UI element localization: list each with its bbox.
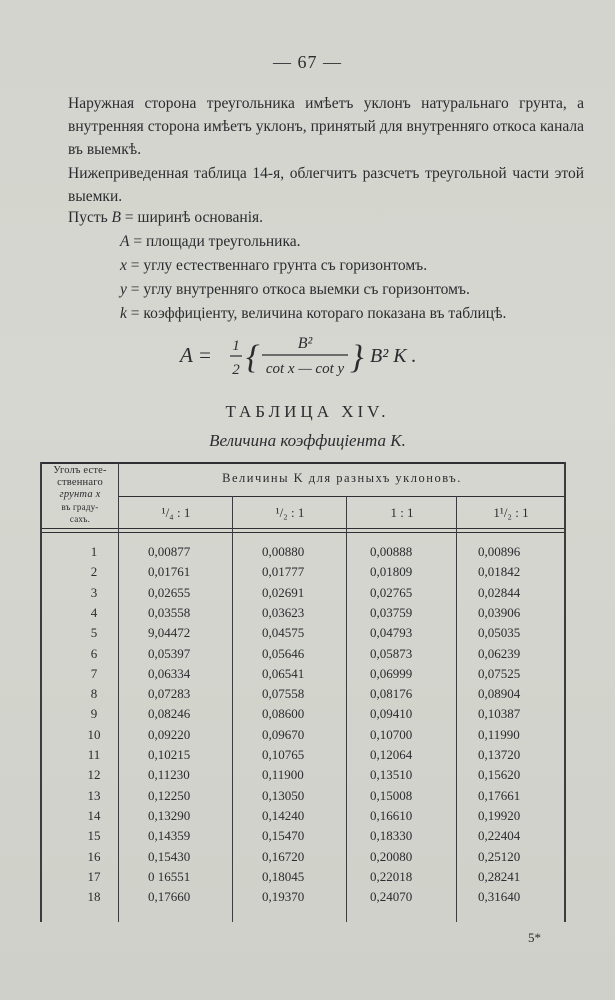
k-value-cell: 0,01809 [370,564,413,580]
k-value-cell: 0,25120 [478,848,521,864]
formula-lhs: A = [179,343,212,367]
definition-variable: x [120,257,127,274]
angle-cell: 11 [87,747,101,762]
angle-cell: 18 [87,889,101,905]
k-value-cell: 0,05873 [370,645,413,661]
slope-header-one-half: 1¹/₂ : 1 [493,505,529,520]
formula-numerator: B² [297,335,312,352]
k-value-cell: 0,06999 [370,665,413,681]
k-value-cell: 0,02691 [262,584,305,600]
angle-cell: 4 [90,604,98,620]
paragraph-1: Наружная сторона треугольника имѣетъ уклонъ натуральнаго грунта, а внутренняя сторона имѣетъ уклонъ, принятый для внутренняго откоса канала въ выемкѣ. [68,95,584,158]
k-value-cell: 0,10387 [478,706,521,722]
definition-row [68,230,588,254]
definition-text: = площади треугольника. [129,233,301,250]
header-line: сахъ. [69,514,91,524]
formula-half-numerator: 1 [231,338,240,354]
col-rule-4 [456,496,457,922]
k-value-cell: 0,18045 [262,868,305,884]
k-value-cell: 0,14359 [148,828,191,844]
header-line: въ граду- [61,502,99,512]
k-value-cell: 0,09410 [370,706,413,722]
k-value-cell: 0,09220 [148,726,191,742]
header-line: Уголъ есте- [53,465,107,476]
angle-cell: 12 [87,767,101,783]
k-value-cell: 0,03906 [478,604,521,620]
angle-cell: 6 [90,645,98,661]
k-value-cell: 0,08176 [370,686,413,702]
k-value-cell: 0,07283 [148,686,191,702]
k-value-cell: 0,01761 [148,564,191,580]
table-right-rule [564,462,566,922]
k-value-cell: 0,08904 [478,686,521,702]
k-value-cell: 0,13510 [370,767,413,783]
k-value-cell: 0,11990 [478,726,520,742]
angle-cell: 2 [90,564,98,580]
k-value-cell: 0,11900 [262,767,304,783]
k-value-cell: 0,11230 [148,767,190,783]
k-value-cell: 0,13720 [478,747,521,762]
angle-column-header [42,465,118,525]
header-line: ственнаго [57,477,103,488]
k-value-cell: 0,19370 [262,889,305,905]
coefficient-table [40,462,575,922]
k-value-cell: 0,22404 [478,828,521,844]
angle-cell: 14 [87,807,101,823]
k-value-cell: 0,13050 [262,787,305,803]
k-value-cell: 0,10765 [262,747,305,762]
k-value-cell: 0,09670 [262,726,305,742]
header-line: грунта x [59,489,101,500]
angle-cell: 17 [87,868,101,884]
k-value-cell: 0,13290 [148,807,191,823]
k-value-cell: 0,15470 [262,828,305,844]
k-value-cell: 0,07525 [478,665,521,681]
k-value-cell: 0,02844 [478,584,521,600]
col-rule-2 [232,496,233,922]
k-value-cell: 0,12250 [148,787,191,803]
k-value-cell: 0,04575 [262,625,305,641]
k-values-span-header: Величины K для разныхъ уклоновъ. [222,471,462,485]
page-number: — 67 — [273,52,342,72]
k-value-cell: 0,08246 [148,706,191,722]
k-value-cell: 0,15620 [478,767,521,783]
k-value-cell: 0,14240 [262,807,305,823]
k-value-cell: 0,00896 [478,544,521,559]
k-value-cell: 0,31640 [478,889,521,905]
k-value-cell: 0,00888 [370,544,413,559]
k-value-cell: 0,22018 [370,868,413,884]
slope-header-quarter: ¹/₄ : 1 [161,505,191,520]
angle-cell: 3 [90,584,98,600]
k-value-cell: 0,00880 [262,544,305,559]
signature-mark: 5* [528,930,541,945]
k-value-cell: 0,16720 [262,848,305,864]
table-title: ТАБЛИЦА XIV. [225,402,390,421]
definition-variable: k [120,305,127,322]
k-value-cell: 0,05035 [478,625,521,641]
k-value-cell: 0,15008 [370,787,413,803]
formula-rhs: B² K . [369,345,417,367]
angle-cell: 7 [90,665,98,681]
k-value-cell: 0,05646 [262,645,305,661]
k-value-cell: 0,12064 [370,747,413,762]
variable-definitions [68,206,588,326]
header-mid-rule [118,496,564,497]
k-value-cell: 9,04472 [148,625,191,641]
k-value-cell: 0,24070 [370,889,413,905]
k-value-cell: 0,07558 [262,686,305,702]
k-value-cell: 0,20080 [370,848,413,864]
angle-cell: 1 [90,544,98,559]
definition-text: = коэффиціенту, величина котораго показана въ таблицѣ. [126,305,507,322]
angle-cell: 9 [90,706,98,722]
k-value-cell: 0,02655 [148,584,191,600]
angle-cell: 5 [90,625,98,641]
k-value-cell: 0,08600 [262,706,305,722]
k-value-cell: 0,10700 [370,726,413,742]
k-value-cell: 0,01842 [478,564,521,580]
angle-cell: 13 [87,787,101,803]
k-value-cell: 0,03558 [148,604,191,620]
k-value-cell: 0,03759 [370,604,413,620]
slope-header-one: 1 : 1 [390,505,414,520]
k-value-cell: 0,05397 [148,645,191,661]
table-left-rule [40,462,42,922]
definition-row [68,302,588,326]
paragraph-2: Нижеприведенная таблица 14-я, облегчитъ разсчетъ треугольной части этой выемки. [68,165,584,205]
definition-prefix: Пусть [68,209,112,226]
right-brace: } [349,339,364,376]
k-value-cell: 0 16551 [148,868,191,884]
formula-graphic [158,328,458,384]
k-value-cell: 0,10215 [148,747,191,762]
definition-variable: y [120,281,127,298]
definition-text: = углу внутренняго откоса выемки съ горизонтомъ. [126,281,470,298]
table-subtitle: Величина коэффиціента K. [209,431,406,450]
angle-cell: 15 [87,828,101,844]
definition-row [68,278,588,302]
definition-text: = углу естественнаго грунта съ горизонтомъ. [126,257,428,274]
slope-header-half: ¹/₂ : 1 [275,505,305,520]
k-value-cell: 0,15430 [148,848,191,864]
k-value-cell: 0,02765 [370,584,413,600]
angle-cell: 8 [90,686,98,702]
area-formula [0,328,615,390]
angle-cell: 16 [87,848,101,864]
col-rule-3 [346,496,347,922]
k-value-cell: 0,06239 [478,645,521,661]
k-value-cell: 0,03623 [262,604,305,620]
k-value-cell: 0,17661 [478,787,521,803]
k-value-cell: 0,04793 [370,625,413,641]
k-value-cell: 0,18330 [370,828,413,844]
definition-row [68,206,588,230]
definition-variable: A [120,233,130,250]
k-value-cell: 0,06334 [148,665,191,681]
k-value-cell: 0,19920 [478,807,521,823]
k-value-cell: 0,01777 [262,564,305,580]
formula-denominator: cot x — cot y [265,361,344,377]
k-value-cell: 0,16610 [370,807,413,823]
left-brace: { [245,339,260,376]
formula-half-denominator: 2 [231,362,240,378]
k-value-cell: 0,00877 [148,544,191,559]
k-value-cell: 0,28241 [478,868,521,884]
definition-text: = ширинѣ основанія. [121,209,264,226]
k-value-cell: 0,17660 [148,889,191,905]
angle-cell: 10 [87,726,101,742]
definition-row [68,254,588,278]
definition-variable: B [111,209,122,226]
k-value-cell: 0,06541 [262,665,305,681]
